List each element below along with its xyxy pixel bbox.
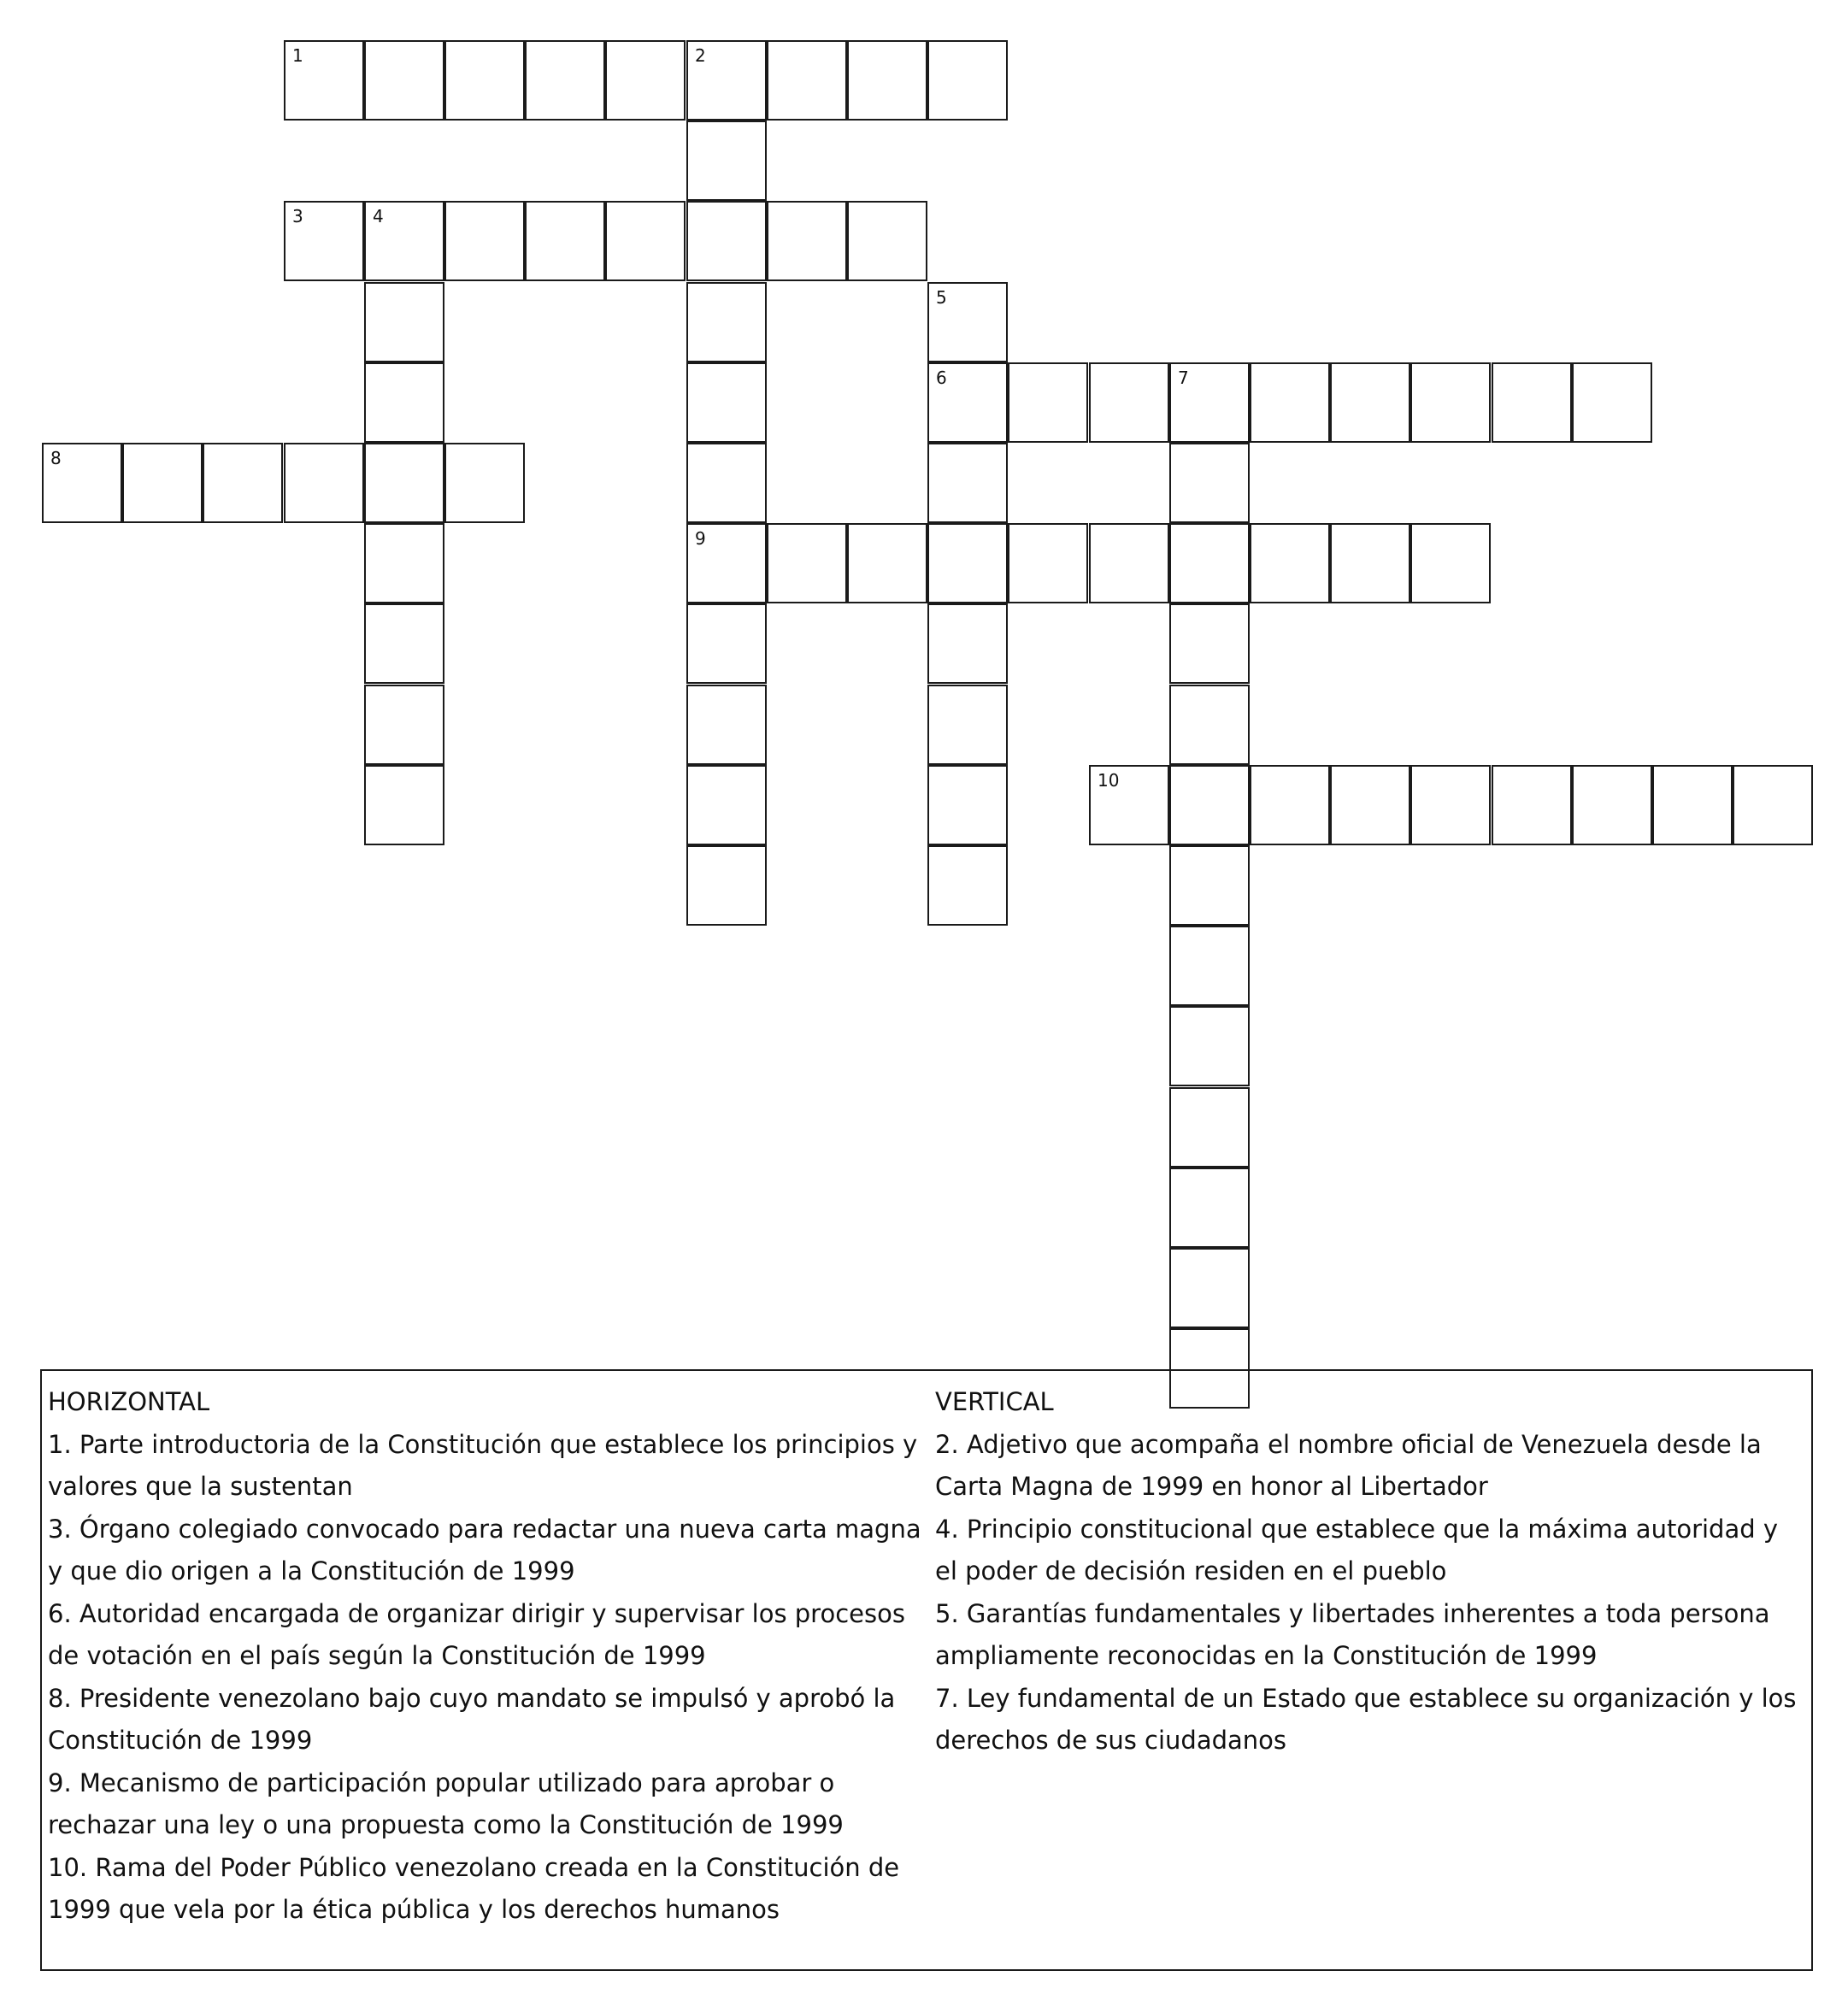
grid-cell[interactable]	[1089, 362, 1169, 443]
grid-cell[interactable]	[1169, 1087, 1250, 1168]
grid-cell[interactable]	[1652, 765, 1733, 845]
clue-number: 1	[292, 45, 303, 66]
grid-cell[interactable]	[927, 603, 1008, 684]
grid-cell[interactable]	[686, 201, 767, 281]
horizontal-heading: HORIZONTAL	[48, 1387, 210, 1416]
grid-cell[interactable]	[42, 443, 122, 523]
grid-cell[interactable]	[767, 40, 847, 121]
grid-cell[interactable]	[847, 523, 927, 603]
clue-number: 4	[373, 206, 384, 226]
grid-cell[interactable]	[525, 40, 605, 121]
grid-cell[interactable]	[444, 40, 525, 121]
grid-cell[interactable]	[1169, 926, 1250, 1006]
grid-cell[interactable]	[1169, 362, 1250, 443]
grid-cell[interactable]	[847, 40, 927, 121]
clue-horizontal-8: 8. Presidente venezolano bajo cuyo mandato se impulsó y aprobó la Constitución de 1999	[48, 1683, 896, 1755]
grid-cell[interactable]	[686, 603, 767, 684]
grid-cell[interactable]	[444, 201, 525, 281]
clue-number: 3	[292, 206, 303, 226]
vertical-clues	[935, 1381, 1798, 1762]
grid-cell[interactable]	[1169, 685, 1250, 765]
grid-cell[interactable]	[1250, 765, 1330, 845]
grid-cell[interactable]	[1169, 1248, 1250, 1328]
grid-cell[interactable]	[1330, 523, 1410, 603]
grid-cell[interactable]	[364, 443, 444, 523]
clue-number: 7	[1178, 368, 1189, 388]
grid-cell[interactable]	[1169, 1006, 1250, 1086]
grid-cell[interactable]	[1330, 362, 1410, 443]
grid-cell[interactable]	[1169, 765, 1250, 845]
grid-cell[interactable]	[686, 40, 767, 121]
clue-number: 5	[936, 287, 947, 308]
grid-cell[interactable]	[1169, 845, 1250, 926]
grid-cell[interactable]	[686, 121, 767, 201]
grid-cell[interactable]	[686, 282, 767, 362]
grid-cell[interactable]	[927, 443, 1008, 523]
grid-cell[interactable]	[1250, 523, 1330, 603]
grid-cell[interactable]	[686, 685, 767, 765]
clue-number: 2	[695, 45, 706, 66]
grid-cell[interactable]	[1169, 603, 1250, 684]
vertical-heading: VERTICAL	[935, 1387, 1054, 1416]
grid-cell[interactable]	[1733, 765, 1813, 845]
grid-cell[interactable]	[122, 443, 203, 523]
grid-cell[interactable]	[1008, 523, 1088, 603]
grid-cell[interactable]	[364, 282, 444, 362]
grid-cell[interactable]	[686, 362, 767, 443]
grid-cell[interactable]	[927, 282, 1008, 362]
grid-cell[interactable]	[927, 40, 1008, 121]
clue-number: 8	[50, 448, 62, 468]
grid-cell[interactable]	[364, 603, 444, 684]
grid-cell[interactable]	[1410, 362, 1491, 443]
grid-cell[interactable]	[927, 845, 1008, 926]
grid-cell[interactable]	[1410, 765, 1491, 845]
grid-cell[interactable]	[686, 765, 767, 845]
clue-horizontal-1: 1. Parte introductoria de la Constitución que establece los principios y valores que la sustentan	[48, 1429, 918, 1501]
clue-horizontal-3: 3. Órgano colegiado convocado para redactar una nueva carta magna y que dio origen a la Constitución de 1999	[48, 1514, 921, 1585]
clue-number: 10	[1098, 770, 1120, 791]
clue-horizontal-9: 9. Mecanismo de participación popular utilizado para aprobar o rechazar una ley o una propuesta como la Constitución de 1999	[48, 1768, 844, 1839]
grid-cell[interactable]	[686, 845, 767, 926]
clue-number: 9	[695, 528, 706, 549]
clues-box	[40, 1369, 1813, 1971]
grid-cell[interactable]	[1492, 362, 1572, 443]
grid-cell[interactable]	[1008, 362, 1088, 443]
grid-cell[interactable]	[203, 443, 283, 523]
grid-cell[interactable]	[364, 40, 444, 121]
grid-cell[interactable]	[927, 685, 1008, 765]
grid-cell[interactable]	[364, 685, 444, 765]
grid-cell[interactable]	[364, 362, 444, 443]
grid-cell[interactable]	[686, 443, 767, 523]
clue-vertical-4: 4. Principio constitucional que establece que la máxima autoridad y el poder de decisión residen en el pueblo	[935, 1514, 1779, 1585]
grid-cell[interactable]	[284, 201, 364, 281]
clue-vertical-2: 2. Adjetivo que acompaña el nombre oficial de Venezuela desde la Carta Magna de 1999 en honor al Libertador	[935, 1429, 1762, 1501]
grid-cell[interactable]	[605, 201, 686, 281]
grid-cell[interactable]	[444, 443, 525, 523]
clue-horizontal-10: 10. Rama del Poder Público venezolano creada en la Constitución de 1999 que vela por la ética pública y los derechos humanos	[48, 1852, 900, 1924]
horizontal-clues	[48, 1381, 928, 1932]
grid-cell[interactable]	[364, 765, 444, 845]
grid-cell[interactable]	[1410, 523, 1491, 603]
grid-cell[interactable]	[1492, 765, 1572, 845]
clue-number: 6	[936, 368, 947, 388]
clue-vertical-5: 5. Garantías fundamentales y libertades inherentes a toda persona ampliamente reconocidas en la Constitución de 1999	[935, 1598, 1770, 1670]
grid-cell[interactable]	[847, 201, 927, 281]
grid-cell[interactable]	[927, 362, 1008, 443]
grid-cell[interactable]	[686, 523, 767, 603]
grid-cell[interactable]	[927, 523, 1008, 603]
grid-cell[interactable]	[605, 40, 686, 121]
grid-cell[interactable]	[284, 443, 364, 523]
grid-cell[interactable]	[927, 765, 1008, 845]
grid-cell[interactable]	[1169, 443, 1250, 523]
grid-cell[interactable]	[1089, 523, 1169, 603]
grid-cell[interactable]	[525, 201, 605, 281]
grid-cell[interactable]	[1572, 765, 1652, 845]
grid-cell[interactable]	[767, 523, 847, 603]
grid-cell[interactable]	[767, 201, 847, 281]
clue-vertical-7: 7. Ley fundamental de un Estado que establece su organización y los derechos de sus ciudadanos	[935, 1683, 1797, 1755]
grid-cell[interactable]	[284, 40, 364, 121]
grid-cell[interactable]	[1330, 765, 1410, 845]
grid-cell[interactable]	[1250, 362, 1330, 443]
grid-cell[interactable]	[1572, 362, 1652, 443]
grid-cell[interactable]	[1169, 523, 1250, 603]
grid-cell[interactable]	[1169, 1168, 1250, 1248]
grid-cell[interactable]	[364, 523, 444, 603]
grid-cell[interactable]	[1089, 765, 1169, 845]
grid-cell[interactable]	[364, 201, 444, 281]
clue-horizontal-6: 6. Autoridad encargada de organizar dirigir y supervisar los procesos de votación en el país según la Constitución de 1999	[48, 1598, 905, 1670]
